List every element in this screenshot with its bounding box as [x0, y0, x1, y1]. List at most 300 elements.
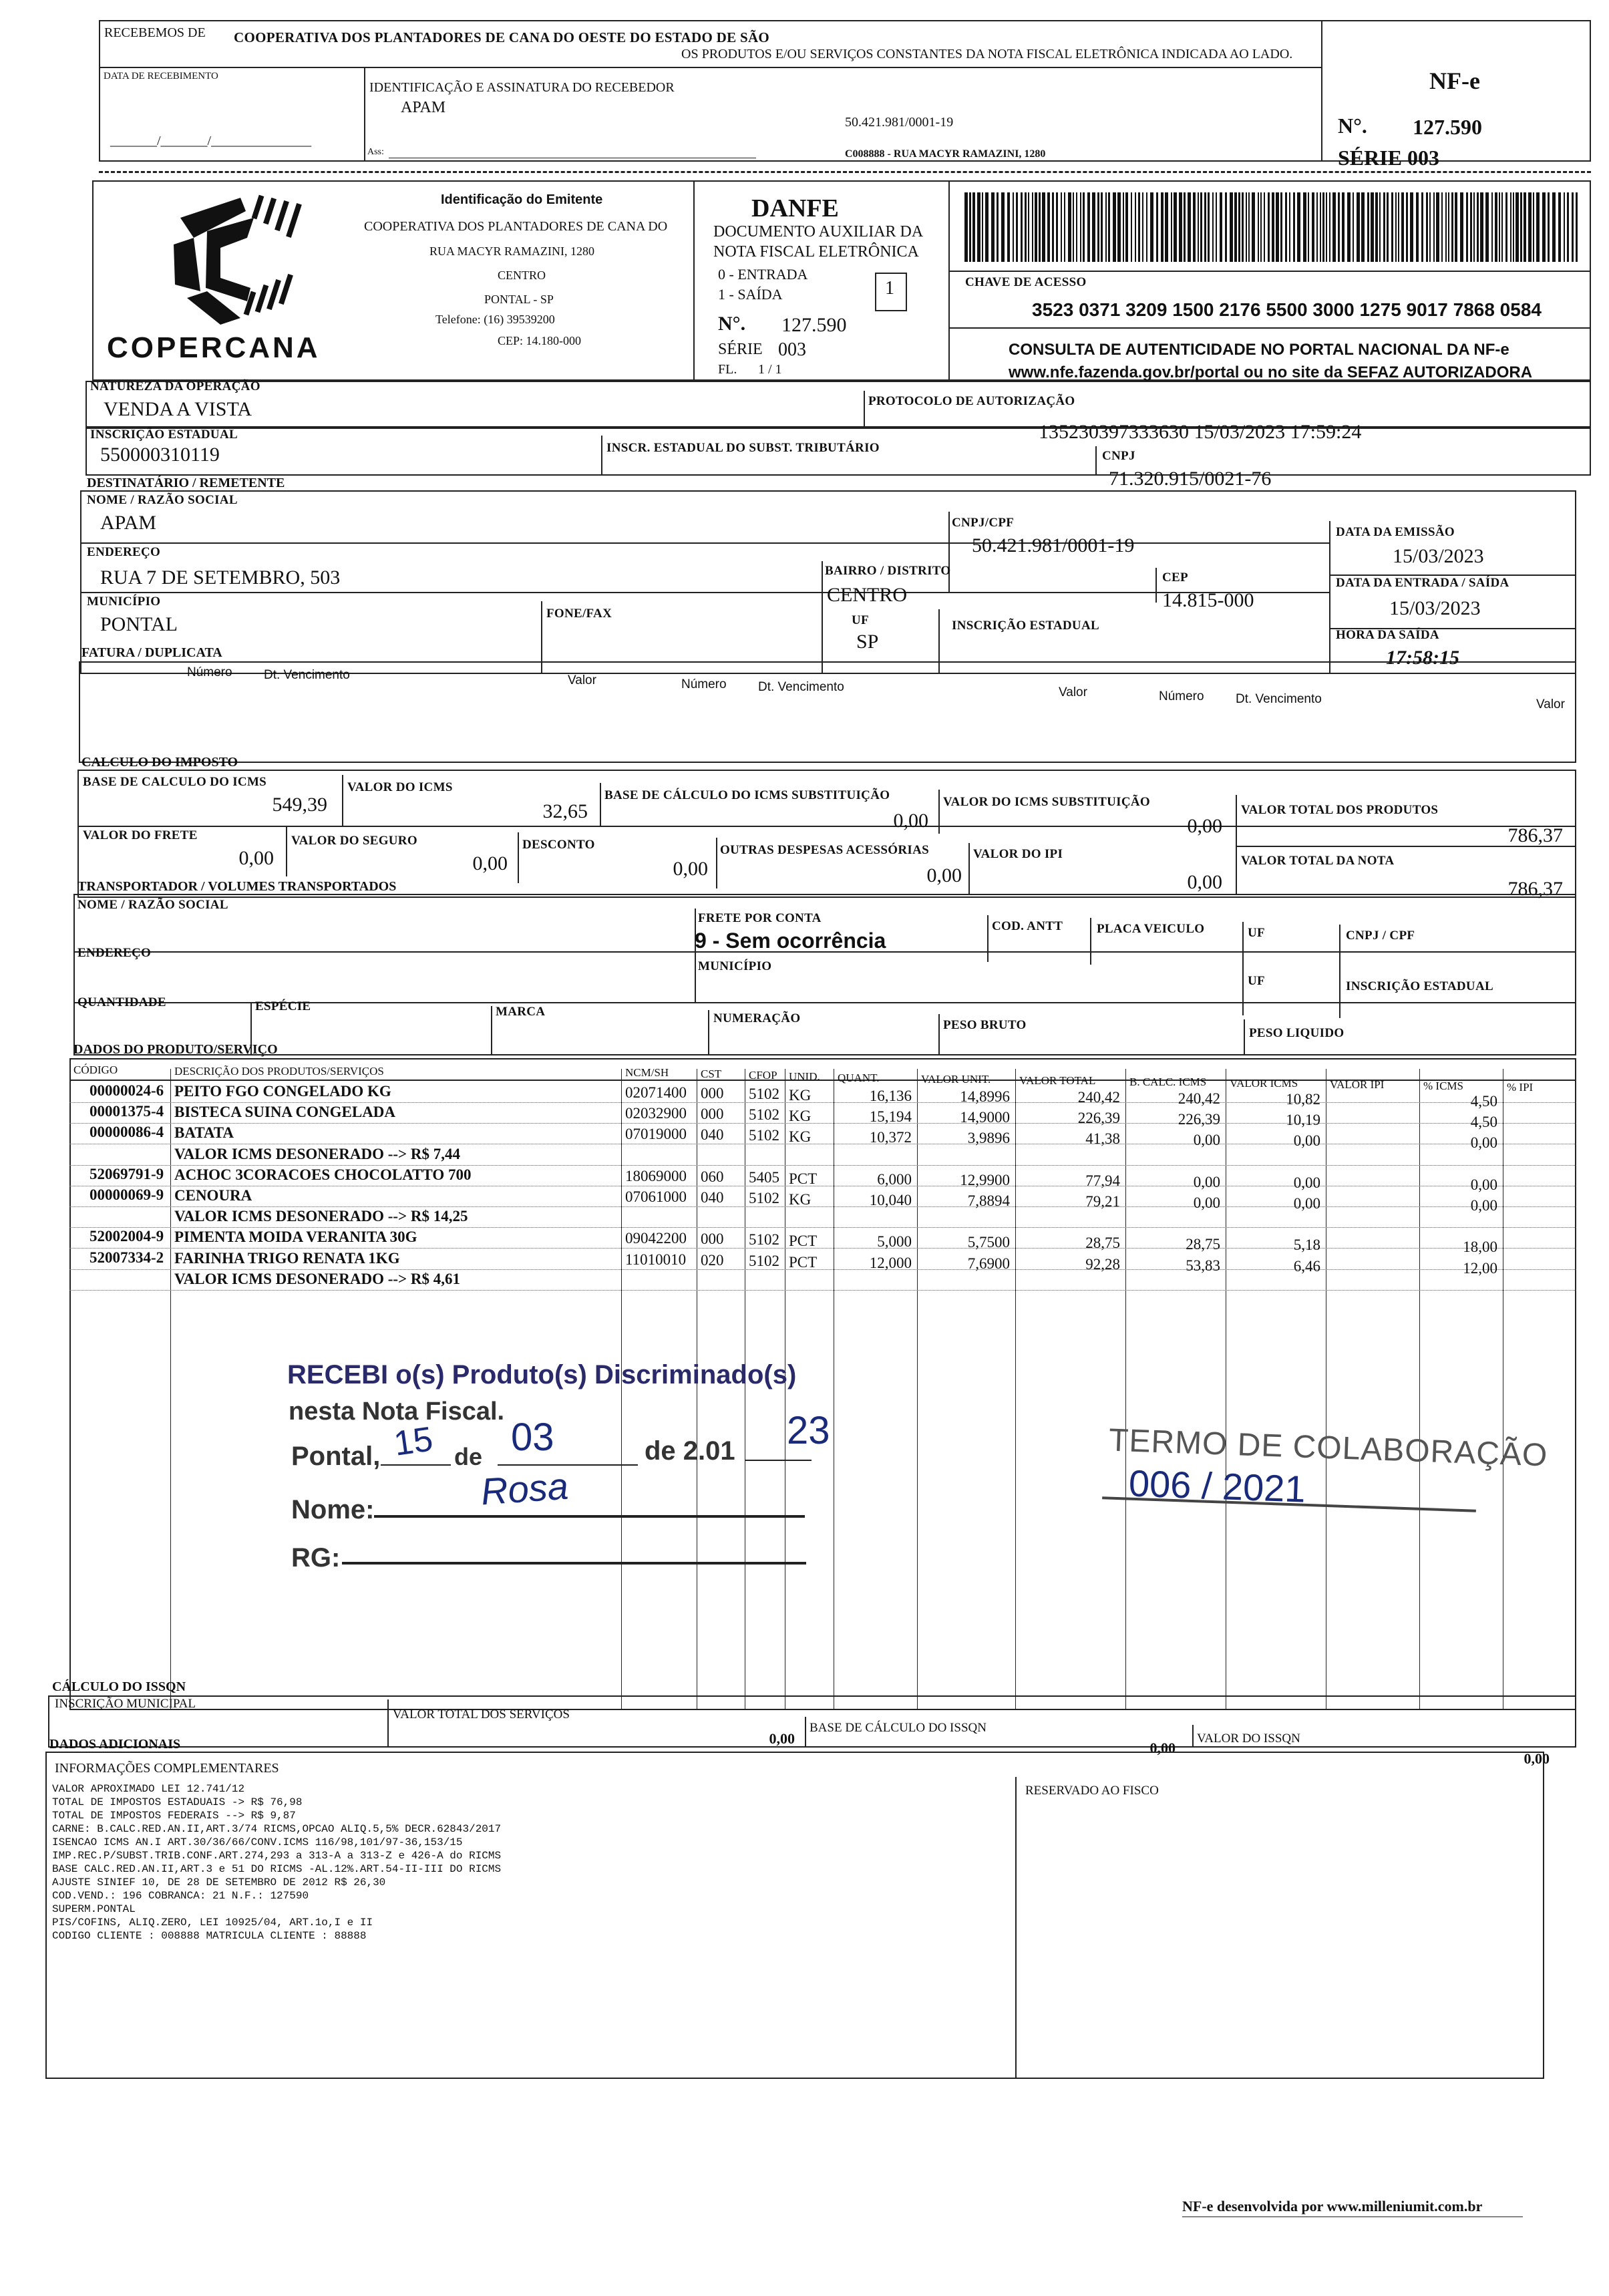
barcode-bar — [1276, 192, 1279, 262]
product-cell-cfop: 5102 — [749, 1190, 779, 1207]
barcode-bar — [1188, 192, 1191, 262]
transp-section: TRANSPORTADOR / VOLUMES TRANSPORTADOS — [77, 879, 397, 894]
product-header-cell: QUANT. — [838, 1072, 880, 1084]
v-nota-value: 786,37 — [1507, 878, 1563, 900]
v-icms-label: VALOR DO ICMS — [347, 780, 453, 794]
fatura-h-venc-3: Dt. Vencimento — [1236, 692, 1322, 706]
product-cell-unid: KG — [789, 1128, 812, 1145]
barcode-bar — [1117, 192, 1121, 262]
barcode-bar — [1021, 192, 1023, 262]
v-prod-value: 786,37 — [1507, 824, 1563, 846]
info-line: SUPERM.PONTAL — [52, 1903, 136, 1915]
barcode-bar — [1441, 192, 1443, 262]
info-lines — [52, 1782, 501, 1943]
barcode-bar — [1470, 192, 1472, 262]
barcode-bar — [1013, 192, 1014, 262]
receipt-statement: OS PRODUTOS E/OU SERVIÇOS CONSTANTES DA NOTA FISCAL ELETRÔNICA INDICADA AO LADO. — [681, 47, 1293, 61]
product-cell-cst: 020 — [701, 1251, 724, 1269]
product-cell-bc: 240,42 — [1178, 1090, 1220, 1107]
barcode-bar — [1332, 192, 1336, 262]
product-cell-vicms: 0,00 — [1293, 1195, 1320, 1212]
barcode-bar — [1092, 192, 1095, 262]
product-cell-unid: KG — [789, 1086, 812, 1104]
product-cell-qt: 10,040 — [869, 1191, 912, 1208]
receipt-nfe-no-label: N°. — [1338, 114, 1367, 138]
products-section: DADOS DO PRODUTO/SERVIÇO — [73, 1042, 278, 1057]
product-cell-bc: 53,83 — [1186, 1257, 1220, 1274]
info-line: COD.VEND.: 196 COBRANCA: 21 N.F.: 127590 — [52, 1890, 309, 1902]
ie-st-label: INSCR. ESTADUAL DO SUBST. TRIBUTÁRIO — [606, 441, 880, 455]
barcode-bar — [1161, 192, 1164, 262]
danfe-fl: 1 / 1 — [758, 362, 782, 377]
danfe-subtitle2: NOTA FISCAL ELETRÔNICA — [713, 243, 919, 261]
receipt-ass-label: Ass: — [367, 147, 384, 157]
barcode-bar — [1499, 192, 1500, 262]
info-line: BASE CALC.RED.AN.II,ART.3 e 51 DO RICMS -AL.12%.ART.54-II-III DO RICMS — [52, 1863, 502, 1875]
emitter-title: Identificação do Emitente — [441, 192, 603, 207]
product-cell-cfop: 5102 — [749, 1106, 779, 1124]
info-line: IMP.REC.P/SUBST.TRIB.CONF.ART.274,293 a 313-A a 313-Z e 426-A do RICMS — [52, 1850, 502, 1862]
barcode-bar — [1064, 192, 1065, 262]
product-cell-vicms: 5,18 — [1293, 1237, 1320, 1253]
barcode-bar — [1436, 192, 1439, 262]
product-cell-bc: 0,00 — [1193, 1131, 1220, 1148]
barcode-bar — [1297, 192, 1300, 262]
row-separator — [69, 1227, 1576, 1228]
emitter-city: PONTAL - SP — [484, 293, 554, 306]
product-cell-cfop: 5405 — [749, 1169, 779, 1186]
handwritten-day: 15 — [391, 1420, 435, 1464]
barcode-bar — [1016, 192, 1018, 262]
dest-emissao-label: DATA DA EMISSÃO — [1336, 525, 1455, 539]
barcode-bar — [1480, 192, 1483, 262]
barcode-bar — [1165, 192, 1168, 262]
dest-cnpj-label: CNPJ/CPF — [952, 516, 1015, 530]
product-header-cell: CFOP — [749, 1069, 777, 1082]
barcode-bar — [1028, 192, 1029, 262]
product-cell-vt: 41,38 — [1085, 1130, 1120, 1148]
dest-section: DESTINATÁRIO / REMETENTE — [87, 476, 285, 490]
product-cell-unid: PCT — [789, 1170, 818, 1187]
danfe-serie: 003 — [778, 339, 806, 360]
barcode-bar — [1308, 192, 1309, 262]
product-cell-qt: 10,372 — [869, 1128, 912, 1146]
barcode-bar — [1042, 192, 1045, 262]
barcode-bar — [1416, 192, 1419, 262]
stamp-line1: RECEBI o(s) Produto(s) Discriminado(s) — [287, 1360, 797, 1389]
product-cell-code: 00001375-4 — [90, 1103, 164, 1120]
danfe-type-value: 1 — [885, 278, 894, 299]
barcode-bar — [1338, 192, 1340, 262]
barcode-bar — [1246, 192, 1247, 262]
product-cell-code: 00000069-9 — [90, 1186, 164, 1203]
transp-placa-label: PLACA VEICULO — [1097, 922, 1205, 936]
info-line: ISENCAO ICMS AN.I ART.30/36/66/CONV.ICMS 116/98,101/97-36,153/15 — [52, 1836, 463, 1848]
barcode-bar — [972, 192, 975, 262]
barcode-bar — [1460, 192, 1463, 262]
barcode-bar — [1353, 192, 1354, 262]
v-st-value: 0,00 — [1187, 815, 1222, 837]
barcode-bar — [1216, 192, 1217, 262]
danfe-no-label: N°. — [718, 313, 746, 335]
transp-nome-label: NOME / RAZÃO SOCIAL — [77, 898, 228, 912]
row-separator — [69, 1102, 1576, 1103]
product-cell-picms: 0,00 — [1470, 1176, 1497, 1193]
product-cell-vu: 3,9896 — [967, 1130, 1010, 1147]
dest-hora-label: HORA DA SAÍDA — [1336, 628, 1439, 642]
stamp-de2: de 2.01 — [645, 1436, 735, 1466]
product-cell-bc: 28,75 — [1186, 1235, 1220, 1253]
barcode-bar — [1220, 192, 1222, 262]
barcode-bar — [1572, 192, 1574, 262]
stamp-nome: Nome: — [291, 1495, 375, 1524]
barcode-bar — [1007, 192, 1010, 262]
barcode-bar — [1455, 192, 1457, 262]
transp-bruto-label: PESO BRUTO — [943, 1018, 1027, 1032]
fatura-h-valor-2: Valor — [1059, 685, 1087, 699]
issqn-vs-label: VALOR TOTAL DOS SERVIÇOS — [393, 1707, 570, 1721]
row-separator — [69, 1248, 1576, 1249]
barcode-bar — [1260, 192, 1262, 262]
product-cell-ncm: 02071400 — [625, 1084, 687, 1101]
barcode-bar — [1379, 192, 1381, 262]
consulta-line1: CONSULTA DE AUTENTICIDADE NO PORTAL NACIONAL DA NF-e — [1009, 341, 1509, 359]
barcode-bar — [1445, 192, 1447, 262]
product-cell-desc: CENOURA — [174, 1187, 252, 1204]
barcode-bar — [1138, 192, 1140, 262]
barcode-bar — [1208, 192, 1210, 262]
barcode-bar — [1179, 192, 1182, 262]
protocolo-value: 135230397333630 15/03/2023 17:59:24 — [1039, 421, 1362, 443]
barcode-bar — [1316, 192, 1318, 262]
product-cell-code: 52007334-2 — [90, 1249, 164, 1266]
barcode-bar — [991, 192, 995, 262]
product-cell-ncm: 07019000 — [625, 1125, 687, 1142]
barcode-bar — [1466, 192, 1468, 262]
imposto-section: CALCULO DO IMPOSTO — [81, 755, 238, 770]
info-line: TOTAL DE IMPOSTOS ESTADUAIS -> R$ 76,98 — [52, 1796, 303, 1808]
handwritten-year: 23 — [787, 1409, 830, 1452]
barcode-bar — [1406, 192, 1408, 262]
product-header-cell: VALOR IPI — [1330, 1078, 1385, 1091]
emitter-district: CENTRO — [498, 269, 546, 282]
barcode-bar — [1533, 192, 1534, 262]
product-cell-ncm: 09042200 — [625, 1229, 687, 1247]
barcode-bar — [1146, 192, 1147, 262]
barcode-bar — [1576, 192, 1578, 262]
dest-nome: APAM — [100, 512, 156, 534]
dest-uf: SP — [856, 631, 879, 653]
barcode-bar — [1073, 192, 1074, 262]
barcode-bar — [1395, 192, 1397, 262]
transp-endereco-label: ENDEREÇO — [77, 946, 152, 960]
issqn-section: CÁLCULO DO ISSQN — [52, 1679, 186, 1694]
dest-emissao: 15/03/2023 — [1393, 545, 1484, 567]
barcode-bar — [1125, 192, 1128, 262]
fatura-h-numero-2: Número — [681, 677, 727, 691]
product-cell-vt: 226,39 — [1077, 1110, 1120, 1127]
barcode-bar — [1076, 192, 1077, 262]
transp-frete: 9 - Sem ocorrência — [695, 929, 886, 953]
product-cell-picms: 18,00 — [1463, 1238, 1497, 1255]
product-cell-code: 00000024-6 — [90, 1082, 164, 1099]
barcode-bar — [1485, 192, 1489, 262]
access-key[interactable]: 3523 0371 3209 1500 2176 5500 3000 1275 9017 7868 0584 — [1032, 299, 1542, 320]
barcode-bar — [1258, 192, 1259, 262]
bc-icms-label: BASE DE CALCULO DO ICMS — [83, 775, 267, 789]
product-cell-cst: 000 — [701, 1084, 724, 1102]
transp-ie-label: INSCRIÇÃO ESTADUAL — [1346, 979, 1493, 993]
barcode-bar — [985, 192, 989, 262]
ie-label: INSCRIÇÃO ESTADUAL — [90, 428, 238, 442]
barcode-bar — [1429, 192, 1431, 262]
stamp-pontal: Pontal, — [291, 1442, 381, 1471]
product-cell-desc: BATATA — [174, 1124, 234, 1142]
barcode-bar — [1357, 192, 1360, 262]
product-cell-ncm: 11010010 — [625, 1251, 687, 1268]
product-header-cell: VALOR ICMS — [1230, 1077, 1298, 1090]
emitter-logo-text: COPERCANA — [107, 331, 321, 364]
handwritten-month: 03 — [511, 1416, 554, 1459]
outras-label: OUTRAS DESPESAS ACESSÓRIAS — [720, 843, 929, 857]
barcode-bar — [1135, 192, 1136, 262]
product-cell-vt: 28,75 — [1085, 1235, 1120, 1252]
outras-value: 0,00 — [926, 864, 962, 886]
dest-endereco-label: ENDEREÇO — [87, 545, 161, 559]
dest-bairro: CENTRO — [827, 584, 907, 606]
barcode-bar — [1264, 192, 1265, 262]
product-cell-ncm: 07061000 — [625, 1188, 687, 1205]
v-nota-label: VALOR TOTAL DA NOTA — [1241, 854, 1395, 868]
emitter-name: COOPERATIVA DOS PLANTADORES DE CANA DO — [364, 219, 668, 234]
footer-credit: NF-e desenvolvida por www.milleniumit.com.br — [1182, 2198, 1483, 2215]
barcode-bar — [1371, 192, 1374, 262]
danfe-no: 127.590 — [781, 314, 847, 336]
issqn-v: 0,00 — [1524, 1750, 1550, 1767]
receipt-date-label: DATA DE RECEBIMENTO — [104, 71, 218, 81]
barcode-bar — [1520, 192, 1522, 262]
barcode-bar — [1567, 192, 1569, 262]
barcode-bar — [1391, 192, 1393, 262]
barcode-bar — [1230, 192, 1233, 262]
product-cell-cst: 060 — [701, 1168, 724, 1185]
dest-bairro-label: BAIRRO / DISTRITO — [825, 564, 951, 578]
emitter-street: RUA MACYR RAMAZINI, 1280 — [429, 244, 595, 258]
danfe-title: DANFE — [751, 194, 839, 222]
receipt-serie: SÉRIE 003 — [1338, 146, 1440, 170]
receipt-company: COOPERATIVA DOS PLANTADORES DE CANA DO OESTE DO ESTADO DE SÃO — [234, 29, 770, 45]
barcode-bar — [1212, 192, 1214, 262]
issqn-bc-label: BASE DE CÁLCULO DO ISSQN — [810, 1721, 987, 1735]
product-cell-vu: 12,9900 — [960, 1172, 1010, 1189]
barcode-bar — [1361, 192, 1365, 262]
barcode-bar — [1268, 192, 1270, 262]
barcode-bar — [1505, 192, 1507, 262]
barcode-bar — [1564, 192, 1565, 262]
product-header-cell: DESCRIÇÃO DOS PRODUTOS/SERVIÇOS — [174, 1065, 384, 1078]
product-cell-cfop: 5102 — [749, 1127, 779, 1144]
barcode-bar — [1171, 192, 1172, 262]
product-cell-picms: 4,50 — [1470, 1092, 1497, 1110]
transp-liquido-label: PESO LIQUIDO — [1249, 1026, 1345, 1040]
fisco-label: RESERVADO AO FISCO — [1025, 1784, 1159, 1798]
product-cell-vicms: 0,00 — [1293, 1174, 1320, 1191]
frete-value: 0,00 — [238, 847, 274, 869]
v-st-label: VALOR DO ICMS SUBSTITUIÇÃO — [943, 795, 1150, 809]
dest-municipio-label: MUNICÍPIO — [87, 595, 161, 609]
protocolo-label: PROTOCOLO DE AUTORIZAÇÃO — [868, 394, 1075, 408]
barcode-bar — [1528, 192, 1532, 262]
product-cell-bc: 226,39 — [1178, 1110, 1220, 1128]
danfe-serie-label: SÉRIE — [718, 341, 763, 358]
v-prod-label: VALOR TOTAL DOS PRODUTOS — [1241, 803, 1439, 817]
fatura-h-numero-1: Número — [187, 665, 232, 679]
natureza-value: VENDA A VISTA — [104, 398, 252, 420]
barcode-bar — [1123, 192, 1124, 262]
barcode-bar — [1052, 192, 1054, 262]
barcode-bar — [1326, 192, 1327, 262]
barcode-bar — [1558, 192, 1561, 262]
barcode-bar — [1108, 192, 1110, 262]
receipt-nfe-title: NF-e — [1429, 67, 1480, 94]
product-cell-unid: PCT — [789, 1253, 818, 1271]
barcode-bar — [1204, 192, 1206, 262]
product-header-cell: UNID. — [789, 1070, 820, 1083]
adicionais-section: DADOS ADICIONAIS — [49, 1737, 181, 1752]
desconto-label: DESCONTO — [522, 838, 595, 852]
barcode-bar — [1303, 192, 1306, 262]
product-cell-vu: 14,9000 — [960, 1109, 1010, 1126]
product-cell-vu: 7,8894 — [967, 1192, 1010, 1210]
product-cell-vu: 7,6900 — [967, 1255, 1010, 1273]
ipi-value: 0,00 — [1187, 871, 1222, 893]
product-cell-cst: 000 — [701, 1105, 724, 1122]
dest-municipio: PONTAL — [100, 613, 178, 635]
barcode-bar — [1501, 192, 1503, 262]
product-cell-unid: KG — [789, 1107, 812, 1124]
barcode-bar — [1225, 192, 1227, 262]
copercana-logo-icon — [167, 191, 327, 331]
cut-line — [99, 171, 1591, 173]
transp-uf2-label: UF — [1248, 974, 1265, 988]
product-cell-cst: 040 — [701, 1188, 724, 1206]
info-line: PIS/COFINS, ALIQ.ZERO, LEI 10925/04, ART.1o,I e II — [52, 1917, 373, 1929]
barcode-bar — [1105, 192, 1107, 262]
dest-nome-label: NOME / RAZÃO SOCIAL — [87, 493, 238, 507]
barcode-bar — [1193, 192, 1196, 262]
barcode-bar — [1342, 192, 1345, 262]
natureza-label: NATUREZA DA OPERAÇÃO — [90, 379, 260, 393]
bc-st-label: BASE DE CÁLCULO DO ICMS SUBSTITUIÇÃO — [604, 788, 890, 802]
issqn-bc: 0,00 — [1149, 1740, 1176, 1756]
product-header-cell: CST — [701, 1068, 722, 1080]
transp-qtd-label: QUANTIDADE — [77, 995, 166, 1009]
danfe-saida: 1 - SAÍDA — [718, 286, 783, 303]
barcode-bar — [1083, 192, 1085, 262]
barcode-bar — [997, 192, 999, 262]
dest-hora: 17:58:15 — [1386, 647, 1459, 669]
product-cell-desc: BISTECA SUINA CONGELADA — [174, 1104, 396, 1121]
barcode-bar — [1552, 192, 1556, 262]
product-cell-vt: 79,21 — [1085, 1193, 1120, 1210]
product-cell-picms: 4,50 — [1470, 1113, 1497, 1130]
barcode-bar — [1080, 192, 1081, 262]
issqn-vs: 0,00 — [769, 1730, 795, 1747]
barcode-bar — [1025, 192, 1027, 262]
barcode-bar — [1542, 192, 1546, 262]
product-header-cell: % ICMS — [1423, 1080, 1463, 1092]
dest-endereco: RUA 7 DE SETEMBRO, 503 — [100, 566, 341, 589]
barcode-bar — [1184, 192, 1186, 262]
product-cell-unid: KG — [789, 1190, 812, 1208]
product-cell-qt: 16,136 — [869, 1087, 912, 1104]
barcode-bar — [1524, 192, 1526, 262]
product-header-cell: CÓDIGO — [73, 1063, 118, 1076]
product-cell-cfop: 5102 — [749, 1253, 779, 1270]
product-cell-desc: VALOR ICMS DESONERADO --> R$ 14,25 — [174, 1208, 468, 1225]
dest-entrada-label: DATA DA ENTRADA / SAÍDA — [1336, 576, 1509, 590]
fatura-h-venc-2: Dt. Vencimento — [758, 680, 844, 694]
product-header-cell: VALOR UNIT. — [921, 1073, 991, 1086]
barcode-bar — [1252, 192, 1255, 262]
barcode-bar — [1312, 192, 1314, 262]
barcode-bar — [1433, 192, 1435, 262]
barcode-bar — [1035, 192, 1037, 262]
product-cell-cfop: 5102 — [749, 1086, 779, 1103]
barcode-bar — [1322, 192, 1324, 262]
product-cell-desc: VALOR ICMS DESONERADO --> R$ 7,44 — [174, 1146, 460, 1163]
dest-cep-label: CEP — [1162, 570, 1188, 585]
barcode-bar — [1087, 192, 1090, 262]
fatura-h-valor-3: Valor — [1536, 697, 1565, 711]
barcode-bar — [1001, 192, 1005, 262]
transp-frete-label: FRETE POR CONTA — [698, 911, 822, 925]
barcode-bar — [1068, 192, 1071, 262]
barcode-bar — [1383, 192, 1385, 262]
consulta-line2[interactable]: www.nfe.fazenda.gov.br/portal ou no site da SEFAZ AUTORIZADORA — [1009, 363, 1533, 381]
barcode-bar — [1113, 192, 1116, 262]
barcode-bar — [1234, 192, 1237, 262]
barcode-bar — [1448, 192, 1449, 262]
barcode-bar — [1515, 192, 1519, 262]
row-separator — [69, 1123, 1576, 1124]
barcode-bar — [1101, 192, 1103, 262]
barcode-bar — [1548, 192, 1550, 262]
barcode-bar — [1473, 192, 1475, 262]
barcode-bar — [1056, 192, 1058, 262]
stamp-rg: RG: — [291, 1543, 341, 1573]
barcode-bar — [982, 192, 983, 262]
frete-label: VALOR DO FRETE — [83, 828, 198, 842]
product-cell-vt: 92,28 — [1085, 1256, 1120, 1273]
barcode-bar — [1410, 192, 1413, 262]
barcode-bar — [964, 192, 968, 262]
barcode-bar — [1421, 192, 1423, 262]
product-cell-code: 00000086-4 — [90, 1124, 164, 1140]
dest-fone-label: FONE/FAX — [546, 607, 612, 621]
issqn-v-label: VALOR DO ISSQN — [1197, 1732, 1300, 1746]
fatura-section: FATURA / DUPLICATA — [81, 645, 222, 660]
row-separator — [69, 1165, 1576, 1166]
product-cell-qt: 12,000 — [869, 1254, 912, 1271]
product-cell-picms: 12,00 — [1463, 1259, 1497, 1277]
barcode-bar — [977, 192, 980, 262]
product-cell-desc: PEITO FGO CONGELADO KG — [174, 1083, 391, 1100]
barcode-bar — [1387, 192, 1389, 262]
op-cnpj-value: 71.320.915/0021-76 — [1109, 468, 1272, 490]
barcode-bar — [1032, 192, 1033, 262]
product-cell-desc: ACHOC 3CORACOES CHOCOLATTO 700 — [174, 1166, 472, 1184]
